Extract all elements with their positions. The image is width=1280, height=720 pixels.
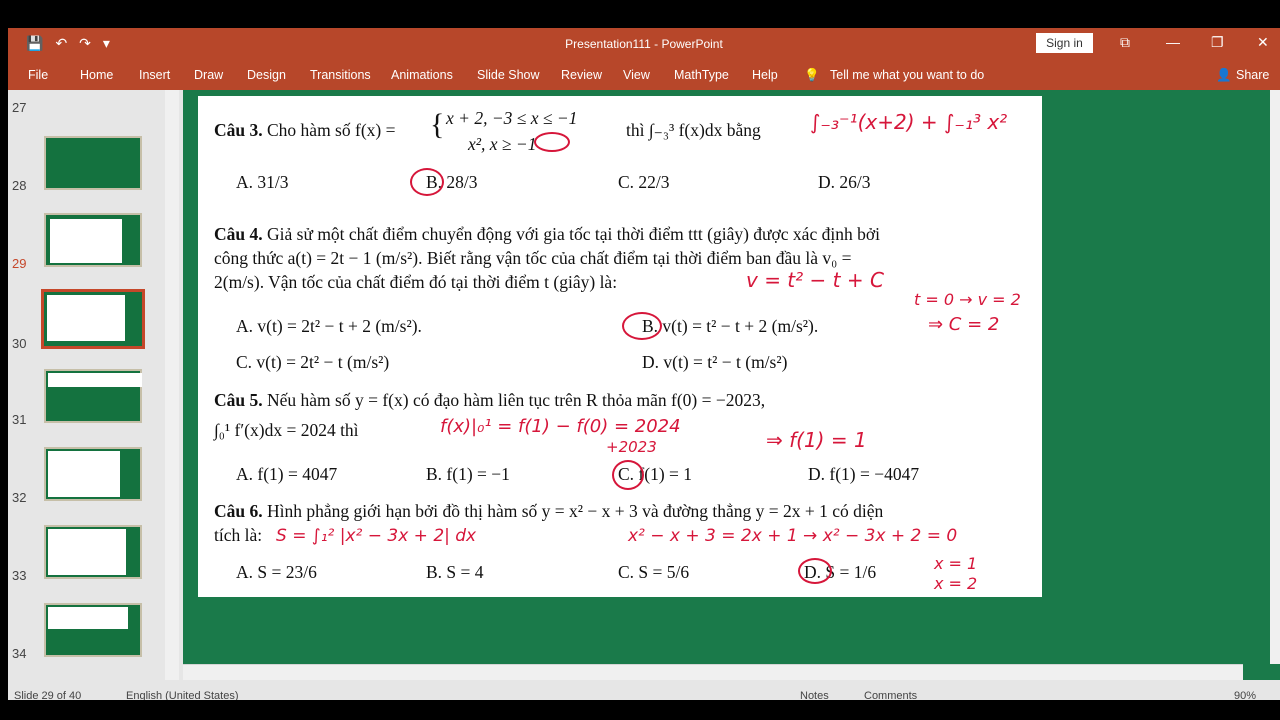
ink-q4-b: t = 0 → v = 2	[914, 290, 1021, 309]
q5-label: Câu 5.	[214, 390, 263, 410]
q3-brace: {	[430, 108, 445, 141]
ink-circle-q3-answer	[410, 168, 444, 196]
q4-option-b: B. v(t) = t² − t + 2 (m/s²).	[642, 316, 819, 336]
slide-thumbnail-selected[interactable]	[41, 289, 145, 349]
q3-option-b: B. 28/3	[426, 172, 478, 192]
tab-review[interactable]: Review	[561, 68, 602, 82]
q3-intro: Cho hàm số f(x) =	[267, 120, 396, 140]
slide-editor	[183, 90, 1280, 680]
slide-thumbnail[interactable]	[44, 447, 142, 501]
ink-circle-q4-answer	[622, 312, 662, 340]
lightbulb-icon: 💡	[804, 68, 820, 82]
slide-thumbnail[interactable]	[44, 213, 142, 267]
q6-option-d: D. S = 1/6	[804, 562, 877, 582]
ink-circle-q6-answer	[798, 558, 832, 584]
notes-button[interactable]: Notes	[800, 690, 829, 700]
q5-option-c: C. f(1) = 1	[618, 464, 693, 484]
share-icon[interactable]: 👤	[1216, 68, 1232, 82]
q6-text1: Hình phẳng giới hạn bởi đồ thị hàm số y = x² − x + 3 và đường thẳng y = 2x + 1 có diện	[267, 501, 884, 521]
slide-counter: Slide 29 of 40	[14, 690, 82, 700]
editor-vertical-scrollbar[interactable]	[1270, 90, 1280, 664]
q4-text1: Giả sử một chất điểm chuyển động với gia tốc tại thời điểm ttt (giây) được xác định bởi	[267, 224, 880, 244]
q3-option-c: C. 22/3	[618, 172, 670, 192]
status-bar	[8, 680, 1280, 700]
minimize-button[interactable]: —	[1166, 34, 1180, 50]
ink-q5-c: ⇒ f(1) = 1	[766, 428, 867, 452]
slide-thumbnail[interactable]	[44, 136, 142, 190]
q5-option-a: A. f(1) = 4047	[236, 464, 338, 484]
ink-q5-b: +2023	[606, 438, 657, 456]
slide-thumbnail-pane	[8, 90, 183, 680]
q3-piece2: x², x ≥ −1	[468, 134, 537, 154]
share-button[interactable]: Share	[1236, 68, 1270, 82]
slide-thumbnail[interactable]	[44, 525, 142, 579]
comments-button[interactable]: Comments	[864, 690, 918, 700]
tab-view[interactable]: View	[623, 68, 650, 82]
editor-horizontal-scrollbar[interactable]	[183, 664, 1243, 680]
thumb-number: 31	[12, 412, 27, 427]
tab-animations[interactable]: Animations	[391, 68, 453, 82]
undo-icon[interactable]: ↶	[55, 35, 68, 51]
thumb-number: 32	[12, 490, 27, 505]
q3-tail: thì ∫₋₃³ f(x)dx bằng	[626, 120, 761, 140]
tab-slide-show[interactable]: Slide Show	[477, 68, 540, 82]
thumb-number: 34	[12, 646, 27, 661]
ink-q6-a: S = ∫₁² |x² − 3x + 2| dx	[276, 526, 477, 546]
q3-option-d: D. 26/3	[818, 172, 871, 192]
ink-q6-c: x = 1	[934, 554, 978, 573]
thumb-number: 33	[12, 568, 27, 583]
tab-transitions[interactable]: Transitions	[310, 68, 371, 82]
ink-q4-a: v = t² − t + C	[746, 268, 884, 292]
q5-line1	[214, 390, 765, 411]
q4-line3: 2(m/s). Vận tốc của chất điểm đó tại thời điểm t (giây) là:	[214, 272, 618, 292]
ink-circle-q3-bound	[534, 132, 570, 152]
ribbon-tabs	[8, 60, 1280, 90]
ribbon-display-icon[interactable]: ⧉	[1120, 34, 1130, 50]
tab-file[interactable]: File	[28, 68, 49, 82]
q3-text	[214, 120, 395, 141]
tab-help[interactable]: Help	[752, 68, 778, 82]
q4-option-c: C. v(t) = 2t² − t (m/s²)	[236, 352, 390, 372]
tab-insert[interactable]: Insert	[139, 68, 171, 82]
redo-icon[interactable]: ↷	[79, 35, 91, 51]
tab-mathtype[interactable]: MathType	[674, 68, 729, 82]
save-icon[interactable]: 💾	[26, 35, 44, 51]
thumb-number: 27	[12, 100, 27, 115]
customize-qat-icon[interactable]: ▾	[102, 35, 110, 51]
q3-option-a: A. 31/3	[236, 172, 289, 192]
window-title: Presentation111 - PowerPoint	[565, 37, 723, 51]
ink-q3: ∫₋₃⁻¹(x+2) + ∫₋₁³ x²	[810, 110, 1008, 134]
q5-text1: Nếu hàm số y = f(x) có đạo hàm liên tục trên R thỏa mãn f(0) = −2023,	[267, 390, 766, 410]
thumb-number: 29	[12, 256, 27, 271]
zoom-level[interactable]: 90%	[1234, 690, 1257, 700]
powerpoint-window	[8, 28, 1280, 700]
q5-option-d: D. f(1) = −4047	[808, 464, 920, 484]
ink-q5-a: f(x)|₀¹ = f(1) − f(0) = 2024	[440, 416, 681, 437]
q5-line2: ∫₀¹ f′(x)dx = 2024 thì	[214, 420, 359, 440]
q6-option-c: C. S = 5/6	[618, 562, 690, 582]
ink-q6-b: x² − x + 3 = 2x + 1 → x² − 3x + 2 = 0	[628, 526, 958, 546]
q5-option-b: B. f(1) = −1	[426, 464, 510, 484]
q4-option-a: A. v(t) = 2t² − t + 2 (m/s²).	[236, 316, 422, 336]
tab-home[interactable]: Home	[80, 68, 114, 82]
slide-canvas[interactable]	[198, 96, 1042, 597]
slide-thumbnail[interactable]	[44, 603, 142, 657]
q6-option-a: A. S = 23/6	[236, 562, 317, 582]
tell-me-search[interactable]: Tell me what you want to do	[830, 68, 985, 82]
q6-line2: tích là:	[214, 525, 263, 545]
sign-in-button[interactable]: Sign in	[1036, 33, 1093, 53]
language-indicator[interactable]: English (United States)	[126, 690, 239, 700]
thumb-number: 30	[12, 336, 27, 351]
q3-label: Câu 3.	[214, 120, 263, 140]
ink-circle-q5-answer	[612, 460, 644, 490]
q4-label: Câu 4.	[214, 224, 263, 244]
tab-draw[interactable]: Draw	[194, 68, 224, 82]
maximize-button[interactable]: ❐	[1211, 34, 1224, 50]
q4-option-d: D. v(t) = t² − t (m/s²)	[642, 352, 788, 372]
ink-q6-d: x = 2	[934, 574, 978, 593]
title-bar	[8, 28, 1280, 60]
ink-q4-c: ⇒ C = 2	[928, 314, 1000, 335]
tab-design[interactable]: Design	[247, 68, 286, 82]
q4-line2: công thức a(t) = 2t − 1 (m/s²). Biết rằng vận tốc của chất điểm tại thời điểm ban đầu là v₀ =	[214, 248, 852, 268]
q6-option-b: B. S = 4	[426, 562, 484, 582]
close-button[interactable]: ✕	[1257, 34, 1269, 50]
thumbnail-scrollbar[interactable]	[165, 90, 179, 680]
q6-line1	[214, 501, 883, 522]
q6-label: Câu 6.	[214, 501, 263, 521]
slide-thumbnail[interactable]	[44, 369, 142, 423]
thumb-number: 28	[12, 178, 27, 193]
q4-line1	[214, 224, 880, 245]
q3-piece1: x + 2, −3 ≤ x ≤ −1	[446, 108, 578, 128]
